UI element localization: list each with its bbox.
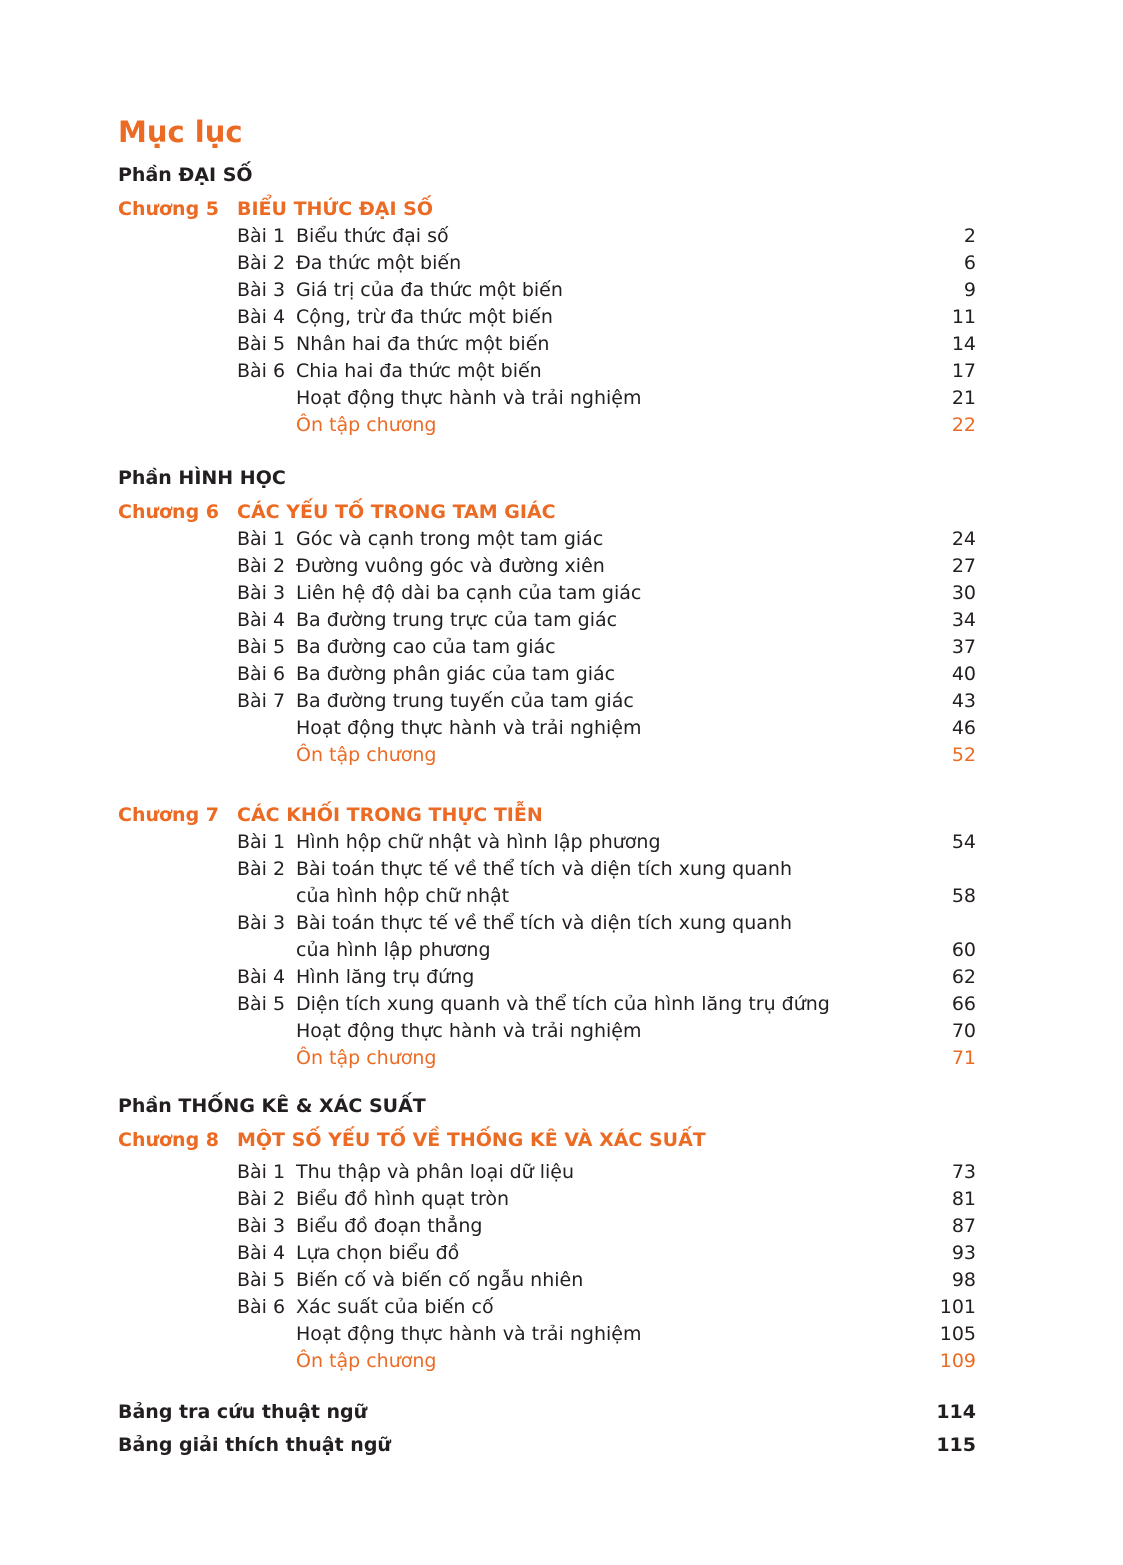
toc-entry-activity[interactable] xyxy=(237,1018,976,1045)
lesson-title: Liên hệ độ dài ba cạnh của tam giác xyxy=(296,582,642,604)
lesson-label: Bài 2 xyxy=(237,252,286,274)
toc-entry-review[interactable] xyxy=(237,1045,976,1072)
lesson-title: Hoạt động thực hành và trải nghiệm xyxy=(296,1020,642,1042)
toc-entry[interactable] xyxy=(237,1267,976,1294)
lesson-label: Bài 6 xyxy=(237,663,286,685)
toc-entry[interactable] xyxy=(237,964,976,991)
toc-entry-review[interactable] xyxy=(237,412,976,439)
page-number: 93 xyxy=(951,1242,976,1264)
page-number: 40 xyxy=(951,663,976,685)
lesson-title-continued: của hình lập phương xyxy=(296,939,491,961)
appendix-entry-glossary-index[interactable] xyxy=(118,1398,976,1426)
page-number: 115 xyxy=(936,1434,976,1456)
lesson-label: Bài 2 xyxy=(237,555,286,577)
toc-entry-activity[interactable] xyxy=(237,385,976,412)
page-number: 70 xyxy=(951,1020,976,1042)
toc-entry[interactable] xyxy=(237,991,976,1018)
part-heading-algebra: Phần ĐẠI SỐ xyxy=(118,164,253,186)
lesson-title: Biến cố và biến cố ngẫu nhiên xyxy=(296,1269,584,1291)
toc-entry[interactable] xyxy=(237,910,976,964)
lesson-label: Bài 1 xyxy=(237,1161,286,1183)
toc-entry[interactable] xyxy=(237,358,976,385)
page-number: 34 xyxy=(951,609,976,631)
lesson-title: Bài toán thực tế về thể tích và diện tích xung quanh xyxy=(296,858,792,880)
lesson-title: Đa thức một biến xyxy=(296,252,462,274)
page-number: 105 xyxy=(939,1323,976,1345)
lesson-label: Bài 4 xyxy=(237,609,286,631)
page-number: 101 xyxy=(939,1296,976,1318)
lesson-label: Bài 6 xyxy=(237,1296,286,1318)
chapter-heading xyxy=(118,1127,978,1153)
page-number: 6 xyxy=(963,252,976,274)
lesson-label: Bài 3 xyxy=(237,1215,286,1237)
page-number: 43 xyxy=(951,690,976,712)
lesson-title: Ba đường trung trực của tam giác xyxy=(296,609,618,631)
lesson-label: Bài 1 xyxy=(237,225,286,247)
chapter-heading xyxy=(118,196,978,222)
lesson-label: Bài 5 xyxy=(237,1269,286,1291)
page-number: 46 xyxy=(951,717,976,739)
page-number: 24 xyxy=(951,528,976,550)
toc-entry[interactable] xyxy=(237,634,976,661)
page-number: 62 xyxy=(951,966,976,988)
toc-entry-review[interactable] xyxy=(237,1348,976,1375)
lesson-label: Bài 1 xyxy=(237,528,286,550)
appendix-title: Bảng giải thích thuật ngữ xyxy=(118,1434,391,1456)
part-heading-geometry: Phần HÌNH HỌC xyxy=(118,467,286,489)
toc-entry[interactable] xyxy=(237,1213,976,1240)
lesson-title: Diện tích xung quanh và thể tích của hình lăng trụ đứng xyxy=(296,993,830,1015)
page-number: 52 xyxy=(951,744,976,766)
lesson-title: Hoạt động thực hành và trải nghiệm xyxy=(296,1323,642,1345)
toc-entry[interactable] xyxy=(237,688,976,715)
toc-entry-review[interactable] xyxy=(237,742,976,769)
toc-entry[interactable] xyxy=(237,250,976,277)
chapter-title: BIỂU THỨC ĐẠI SỐ xyxy=(237,198,434,220)
chapter-title: CÁC KHỐI TRONG THỰC TIỄN xyxy=(237,804,543,826)
lesson-label: Bài 5 xyxy=(237,333,286,355)
page-number: 30 xyxy=(951,582,976,604)
page-number: 27 xyxy=(951,555,976,577)
chapter-heading xyxy=(118,499,978,525)
lesson-title: Đường vuông góc và đường xiên xyxy=(296,555,605,577)
appendix-entry-glossary-explanation[interactable] xyxy=(118,1431,976,1459)
toc-entry[interactable] xyxy=(237,331,976,358)
chapter-number: Chương 6 xyxy=(118,501,220,523)
chapter-title: MỘT SỐ YẾU TỐ VỀ THỐNG KÊ VÀ XÁC SUẤT xyxy=(237,1129,706,1151)
page-number: 17 xyxy=(951,360,976,382)
page-number: 54 xyxy=(951,831,976,853)
page-number: 81 xyxy=(951,1188,976,1210)
lesson-title: Nhân hai đa thức một biến xyxy=(296,333,550,355)
lesson-label: Bài 7 xyxy=(237,690,286,712)
lesson-title: Góc và cạnh trong một tam giác xyxy=(296,528,604,550)
page-number: 22 xyxy=(951,414,976,436)
page-number: 71 xyxy=(951,1047,976,1069)
lesson-title: Biểu thức đại số xyxy=(296,225,449,247)
page-number: 60 xyxy=(951,939,976,961)
lesson-label: Bài 4 xyxy=(237,966,286,988)
lesson-title: Ba đường phân giác của tam giác xyxy=(296,663,616,685)
lesson-title: Lựa chọn biểu đồ xyxy=(296,1242,460,1264)
lesson-title: Ba đường cao của tam giác xyxy=(296,636,556,658)
part-heading-statistics: Phần THỐNG KÊ & XÁC SUẤT xyxy=(118,1095,426,1117)
lesson-label: Bài 6 xyxy=(237,360,286,382)
lesson-title-continued: của hình hộp chữ nhật xyxy=(296,885,510,907)
lesson-title: Ôn tập chương xyxy=(296,744,437,766)
page-number: 11 xyxy=(951,306,976,328)
lesson-label: Bài 3 xyxy=(237,279,286,301)
page-number: 114 xyxy=(936,1401,976,1423)
page-number: 21 xyxy=(951,387,976,409)
lesson-title: Chia hai đa thức một biến xyxy=(296,360,542,382)
lesson-title: Hình lăng trụ đứng xyxy=(296,966,475,988)
lesson-label: Bài 4 xyxy=(237,1242,286,1264)
toc-entry[interactable] xyxy=(237,1186,976,1213)
lesson-title: Hoạt động thực hành và trải nghiệm xyxy=(296,387,642,409)
page-number: 58 xyxy=(951,885,976,907)
page-title: Mục lục xyxy=(118,115,243,149)
toc-entry-activity[interactable] xyxy=(237,715,976,742)
toc-entry[interactable] xyxy=(237,1240,976,1267)
page-number: 2 xyxy=(963,225,976,247)
page-number: 98 xyxy=(951,1269,976,1291)
toc-entry[interactable] xyxy=(237,1159,976,1186)
lesson-title: Biểu đồ hình quạt tròn xyxy=(296,1188,509,1210)
lesson-title: Hình hộp chữ nhật và hình lập phương xyxy=(296,831,661,853)
lesson-label: Bài 2 xyxy=(237,1188,286,1210)
lesson-label: Bài 5 xyxy=(237,993,286,1015)
lesson-title: Hoạt động thực hành và trải nghiệm xyxy=(296,717,642,739)
page-number: 66 xyxy=(951,993,976,1015)
lesson-title: Cộng, trừ đa thức một biến xyxy=(296,306,553,328)
toc-entry[interactable] xyxy=(237,304,976,331)
page-number: 109 xyxy=(939,1350,976,1372)
lesson-title: Ôn tập chương xyxy=(296,1350,437,1372)
chapter-heading xyxy=(118,802,978,828)
lesson-title: Bài toán thực tế về thể tích và diện tích xung quanh xyxy=(296,912,792,934)
page-number: 37 xyxy=(951,636,976,658)
appendix-title: Bảng tra cứu thuật ngữ xyxy=(118,1401,368,1423)
lesson-title: Thu thập và phân loại dữ liệu xyxy=(296,1161,575,1183)
lesson-title: Xác suất của biến cố xyxy=(296,1296,494,1318)
lesson-title: Giá trị của đa thức một biến xyxy=(296,279,563,301)
lesson-title: Ôn tập chương xyxy=(296,1047,437,1069)
lesson-title: Biểu đồ đoạn thẳng xyxy=(296,1215,483,1237)
chapter-number: Chương 8 xyxy=(118,1129,220,1151)
lesson-label: Bài 2 xyxy=(237,858,286,880)
page-number: 87 xyxy=(951,1215,976,1237)
lesson-label: Bài 3 xyxy=(237,912,286,934)
toc-entry[interactable] xyxy=(237,580,976,607)
toc-entry[interactable] xyxy=(237,223,976,250)
toc-entry[interactable] xyxy=(237,856,976,910)
toc-entry[interactable] xyxy=(237,553,976,580)
page-number: 14 xyxy=(951,333,976,355)
toc-entry-activity[interactable] xyxy=(237,1321,976,1348)
lesson-label: Bài 5 xyxy=(237,636,286,658)
toc-entry[interactable] xyxy=(237,829,976,856)
page-number: 73 xyxy=(951,1161,976,1183)
chapter-number: Chương 7 xyxy=(118,804,220,826)
lesson-title: Ôn tập chương xyxy=(296,414,437,436)
toc-entry[interactable] xyxy=(237,526,976,553)
chapter-number: Chương 5 xyxy=(118,198,220,220)
toc-entry[interactable] xyxy=(237,277,976,304)
toc-entry[interactable] xyxy=(237,661,976,688)
lesson-label: Bài 1 xyxy=(237,831,286,853)
lesson-label: Bài 3 xyxy=(237,582,286,604)
toc-entry[interactable] xyxy=(237,607,976,634)
chapter-title: CÁC YẾU TỐ TRONG TAM GIÁC xyxy=(237,501,556,523)
toc-entry[interactable] xyxy=(237,1294,976,1321)
page-number: 9 xyxy=(963,279,976,301)
lesson-title: Ba đường trung tuyến của tam giác xyxy=(296,690,634,712)
lesson-label: Bài 4 xyxy=(237,306,286,328)
